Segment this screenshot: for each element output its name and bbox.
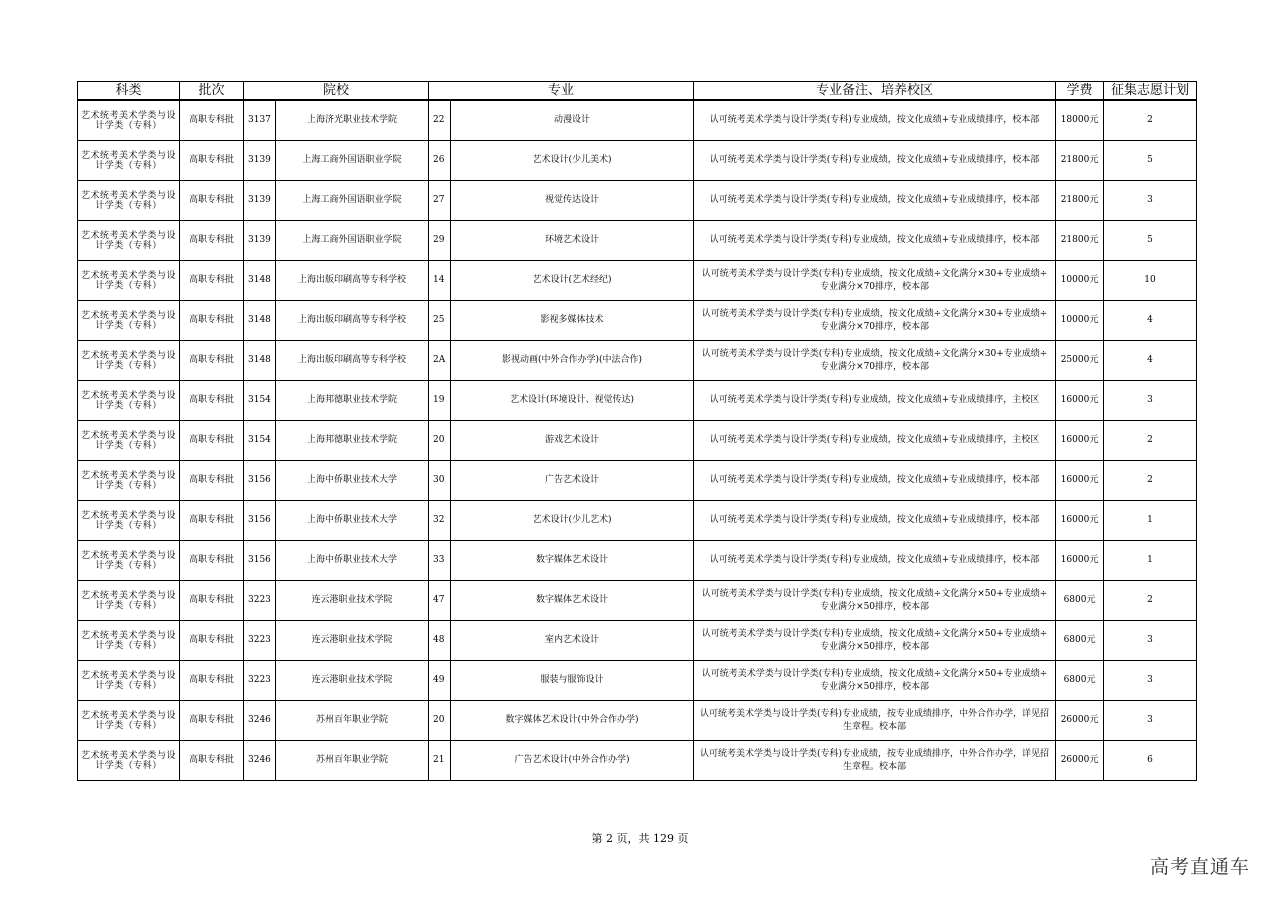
cell-notes: 认可统考美术学类与设计学类(专科)专业成绩，按文化成绩+专业成绩排序，校本部 xyxy=(694,541,1056,581)
cell-major-code: 47 xyxy=(429,581,451,621)
table-row xyxy=(78,301,1197,341)
page-number: 第 2 页，共 129 页 xyxy=(591,832,689,845)
cell-category: 艺术统考美术学类与设计学类（专科） xyxy=(78,301,180,341)
cell-plan: 2 xyxy=(1104,461,1197,501)
cell-tuition: 18000元 xyxy=(1056,100,1104,141)
cell-plan: 3 xyxy=(1104,381,1197,421)
cell-tuition: 16000元 xyxy=(1056,421,1104,461)
cell-major: 影视动画(中外合作办学)(中法合作) xyxy=(451,341,694,381)
cell-major: 服装与服饰设计 xyxy=(451,661,694,701)
cell-school: 上海中侨职业技术大学 xyxy=(276,541,429,581)
cell-tuition: 6800元 xyxy=(1056,661,1104,701)
cell-major-code: 49 xyxy=(429,661,451,701)
table-row xyxy=(78,461,1197,501)
cell-tuition: 16000元 xyxy=(1056,541,1104,581)
cell-major: 视觉传达设计 xyxy=(451,181,694,221)
cell-major-code: 25 xyxy=(429,301,451,341)
cell-school: 上海邦德职业技术学院 xyxy=(276,381,429,421)
table-row xyxy=(78,381,1197,421)
cell-school: 上海工商外国语职业学院 xyxy=(276,221,429,261)
cell-tuition: 25000元 xyxy=(1056,341,1104,381)
cell-major: 数字媒体艺术设计 xyxy=(451,541,694,581)
cell-school: 上海出版印刷高等专科学校 xyxy=(276,261,429,301)
cell-plan: 3 xyxy=(1104,661,1197,701)
cell-batch: 高职专科批 xyxy=(180,261,244,301)
cell-tuition: 21800元 xyxy=(1056,141,1104,181)
cell-tuition: 10000元 xyxy=(1056,301,1104,341)
table-row xyxy=(78,701,1197,741)
cell-batch: 高职专科批 xyxy=(180,621,244,661)
table-row xyxy=(78,421,1197,461)
cell-school-code: 3156 xyxy=(244,501,276,541)
cell-major: 游戏艺术设计 xyxy=(451,421,694,461)
table-row xyxy=(78,181,1197,221)
cell-plan: 6 xyxy=(1104,741,1197,781)
cell-category: 艺术统考美术学类与设计学类（专科） xyxy=(78,621,180,661)
cell-major-code: 32 xyxy=(429,501,451,541)
cell-school: 上海中侨职业技术大学 xyxy=(276,461,429,501)
cell-major: 艺术设计(少儿美术) xyxy=(451,141,694,181)
cell-plan: 2 xyxy=(1104,421,1197,461)
cell-major: 数字媒体艺术设计(中外合作办学) xyxy=(451,701,694,741)
cell-notes: 认可统考美术学类与设计学类(专科)专业成绩，按文化成绩+专业成绩排序，校本部 xyxy=(694,100,1056,141)
cell-school: 上海工商外国语职业学院 xyxy=(276,141,429,181)
cell-plan: 2 xyxy=(1104,100,1197,141)
header-notes: 专业备注、培养校区 xyxy=(694,82,1056,101)
cell-major-code: 22 xyxy=(429,100,451,141)
table-row xyxy=(78,741,1197,781)
table-row xyxy=(78,501,1197,541)
cell-category: 艺术统考美术学类与设计学类（专科） xyxy=(78,541,180,581)
cell-major: 数字媒体艺术设计 xyxy=(451,581,694,621)
header-school: 院校 xyxy=(244,82,429,101)
cell-school-code: 3156 xyxy=(244,461,276,501)
header-plan: 征集志愿计划 xyxy=(1104,82,1197,101)
cell-school-code: 3148 xyxy=(244,341,276,381)
cell-category: 艺术统考美术学类与设计学类（专科） xyxy=(78,221,180,261)
cell-tuition: 16000元 xyxy=(1056,381,1104,421)
cell-school: 上海中侨职业技术大学 xyxy=(276,501,429,541)
cell-category: 艺术统考美术学类与设计学类（专科） xyxy=(78,141,180,181)
cell-category: 艺术统考美术学类与设计学类（专科） xyxy=(78,381,180,421)
cell-notes: 认可统考美术学类与设计学类(专科)专业成绩，按文化成绩÷文化满分×50+专业成绩÷专业满分×50排序，校本部 xyxy=(694,621,1056,661)
cell-notes: 认可统考美术学类与设计学类(专科)专业成绩，按文化成绩+专业成绩排序，校本部 xyxy=(694,221,1056,261)
table-row xyxy=(78,100,1197,141)
cell-notes: 认可统考美术学类与设计学类(专科)专业成绩，按文化成绩+专业成绩排序，校本部 xyxy=(694,501,1056,541)
cell-school: 连云港职业技术学院 xyxy=(276,661,429,701)
cell-category: 艺术统考美术学类与设计学类（专科） xyxy=(78,701,180,741)
cell-tuition: 26000元 xyxy=(1056,741,1104,781)
cell-plan: 3 xyxy=(1104,181,1197,221)
cell-batch: 高职专科批 xyxy=(180,501,244,541)
cell-category: 艺术统考美术学类与设计学类（专科） xyxy=(78,741,180,781)
cell-tuition: 16000元 xyxy=(1056,501,1104,541)
table-header-row xyxy=(78,82,1197,101)
cell-plan: 4 xyxy=(1104,341,1197,381)
cell-major-code: 21 xyxy=(429,741,451,781)
cell-batch: 高职专科批 xyxy=(180,221,244,261)
cell-plan: 3 xyxy=(1104,701,1197,741)
cell-plan: 2 xyxy=(1104,581,1197,621)
header-category: 科类 xyxy=(78,82,180,101)
header-batch: 批次 xyxy=(180,82,244,101)
cell-batch: 高职专科批 xyxy=(180,421,244,461)
cell-school-code: 3148 xyxy=(244,301,276,341)
cell-category: 艺术统考美术学类与设计学类（专科） xyxy=(78,661,180,701)
cell-school-code: 3139 xyxy=(244,141,276,181)
cell-notes: 认可统考美术学类与设计学类(专科)专业成绩，按文化成绩+专业成绩排序，校本部 xyxy=(694,141,1056,181)
table-row xyxy=(78,341,1197,381)
cell-school-code: 3223 xyxy=(244,661,276,701)
table-row xyxy=(78,541,1197,581)
cell-plan: 10 xyxy=(1104,261,1197,301)
cell-batch: 高职专科批 xyxy=(180,581,244,621)
cell-school-code: 3154 xyxy=(244,421,276,461)
header-tuition: 学费 xyxy=(1056,82,1104,101)
cell-major-code: 19 xyxy=(429,381,451,421)
cell-major: 室内艺术设计 xyxy=(451,621,694,661)
cell-major: 艺术设计(少儿艺术) xyxy=(451,501,694,541)
cell-major-code: 27 xyxy=(429,181,451,221)
cell-tuition: 21800元 xyxy=(1056,181,1104,221)
cell-major-code: 26 xyxy=(429,141,451,181)
cell-school: 连云港职业技术学院 xyxy=(276,581,429,621)
cell-major: 环境艺术设计 xyxy=(451,221,694,261)
cell-notes: 认可统考美术学类与设计学类(专科)专业成绩，按文化成绩+专业成绩排序，主校区 xyxy=(694,381,1056,421)
cell-batch: 高职专科批 xyxy=(180,661,244,701)
cell-major: 动漫设计 xyxy=(451,100,694,141)
table-row xyxy=(78,221,1197,261)
cell-tuition: 26000元 xyxy=(1056,701,1104,741)
cell-major-code: 33 xyxy=(429,541,451,581)
cell-tuition: 6800元 xyxy=(1056,581,1104,621)
cell-school: 上海出版印刷高等专科学校 xyxy=(276,301,429,341)
cell-major-code: 20 xyxy=(429,421,451,461)
cell-batch: 高职专科批 xyxy=(180,301,244,341)
cell-notes: 认可统考美术学类与设计学类(专科)专业成绩，按文化成绩÷文化满分×30+专业成绩÷专业满分×70排序，校本部 xyxy=(694,301,1056,341)
cell-category: 艺术统考美术学类与设计学类（专科） xyxy=(78,501,180,541)
cell-major-code: 2A xyxy=(429,341,451,381)
cell-batch: 高职专科批 xyxy=(180,541,244,581)
cell-notes: 认可统考美术学类与设计学类(专科)专业成绩，按文化成绩÷文化满分×50+专业成绩÷专业满分×50排序，校本部 xyxy=(694,661,1056,701)
cell-category: 艺术统考美术学类与设计学类（专科） xyxy=(78,261,180,301)
cell-major-code: 29 xyxy=(429,221,451,261)
cell-school-code: 3223 xyxy=(244,581,276,621)
cell-major: 影视多媒体技术 xyxy=(451,301,694,341)
cell-category: 艺术统考美术学类与设计学类（专科） xyxy=(78,100,180,141)
table-row xyxy=(78,621,1197,661)
table-row xyxy=(78,581,1197,621)
cell-school-code: 3139 xyxy=(244,221,276,261)
table-row xyxy=(78,141,1197,181)
table-row xyxy=(78,261,1197,301)
cell-plan: 5 xyxy=(1104,221,1197,261)
cell-school: 上海邦德职业技术学院 xyxy=(276,421,429,461)
cell-plan: 1 xyxy=(1104,501,1197,541)
cell-tuition: 21800元 xyxy=(1056,221,1104,261)
cell-school-code: 3156 xyxy=(244,541,276,581)
cell-school: 连云港职业技术学院 xyxy=(276,621,429,661)
cell-school-code: 3148 xyxy=(244,261,276,301)
cell-school: 上海济光职业技术学院 xyxy=(276,100,429,141)
cell-notes: 认可统考美术学类与设计学类(专科)专业成绩，按文化成绩+专业成绩排序，校本部 xyxy=(694,181,1056,221)
cell-major: 艺术设计(艺术经纪) xyxy=(451,261,694,301)
cell-plan: 4 xyxy=(1104,301,1197,341)
cell-major-code: 30 xyxy=(429,461,451,501)
cell-tuition: 16000元 xyxy=(1056,461,1104,501)
cell-category: 艺术统考美术学类与设计学类（专科） xyxy=(78,341,180,381)
cell-tuition: 10000元 xyxy=(1056,261,1104,301)
cell-batch: 高职专科批 xyxy=(180,741,244,781)
cell-tuition: 6800元 xyxy=(1056,621,1104,661)
cell-school-code: 3139 xyxy=(244,181,276,221)
cell-batch: 高职专科批 xyxy=(180,100,244,141)
cell-notes: 认可统考美术学类与设计学类(专科)专业成绩，按文化成绩÷文化满分×30+专业成绩÷专业满分×70排序，校本部 xyxy=(694,341,1056,381)
cell-school-code: 3246 xyxy=(244,701,276,741)
cell-major-code: 14 xyxy=(429,261,451,301)
cell-batch: 高职专科批 xyxy=(180,381,244,421)
header-major: 专业 xyxy=(429,82,694,101)
cell-school-code: 3154 xyxy=(244,381,276,421)
cell-category: 艺术统考美术学类与设计学类（专科） xyxy=(78,421,180,461)
cell-major-code: 20 xyxy=(429,701,451,741)
cell-category: 艺术统考美术学类与设计学类（专科） xyxy=(78,581,180,621)
cell-school: 苏州百年职业学院 xyxy=(276,701,429,741)
cell-batch: 高职专科批 xyxy=(180,461,244,501)
cell-school: 上海出版印刷高等专科学校 xyxy=(276,341,429,381)
cell-school-code: 3137 xyxy=(244,100,276,141)
cell-batch: 高职专科批 xyxy=(180,341,244,381)
cell-school: 苏州百年职业学院 xyxy=(276,741,429,781)
cell-batch: 高职专科批 xyxy=(180,141,244,181)
cell-category: 艺术统考美术学类与设计学类（专科） xyxy=(78,181,180,221)
cell-batch: 高职专科批 xyxy=(180,701,244,741)
cell-notes: 认可统考美术学类与设计学类(专科)专业成绩，按文化成绩+专业成绩排序，主校区 xyxy=(694,421,1056,461)
cell-batch: 高职专科批 xyxy=(180,181,244,221)
cell-plan: 5 xyxy=(1104,141,1197,181)
cell-major: 广告艺术设计 xyxy=(451,461,694,501)
table-body xyxy=(78,100,1197,781)
cell-plan: 3 xyxy=(1104,621,1197,661)
cell-major: 艺术设计(环境设计、视觉传达) xyxy=(451,381,694,421)
cell-notes: 认可统考美术学类与设计学类(专科)专业成绩，按文化成绩÷文化满分×50+专业成绩÷专业满分×50排序，校本部 xyxy=(694,581,1056,621)
cell-major: 广告艺术设计(中外合作办学) xyxy=(451,741,694,781)
table-row xyxy=(78,661,1197,701)
cell-notes: 认可统考美术学类与设计学类(专科)专业成绩，按文化成绩÷文化满分×30+专业成绩÷专业满分×70排序，校本部 xyxy=(694,261,1056,301)
cell-major-code: 48 xyxy=(429,621,451,661)
admission-plan-table xyxy=(77,81,1197,781)
cell-school: 上海工商外国语职业学院 xyxy=(276,181,429,221)
cell-category: 艺术统考美术学类与设计学类（专科） xyxy=(78,461,180,501)
cell-school-code: 3246 xyxy=(244,741,276,781)
cell-notes: 认可统考美术学类与设计学类(专科)专业成绩，按专业成绩排序，中外合作办学，详见招生章程。校本部 xyxy=(694,741,1056,781)
cell-notes: 认可统考美术学类与设计学类(专科)专业成绩，按专业成绩排序，中外合作办学，详见招生章程。校本部 xyxy=(694,701,1056,741)
cell-notes: 认可统考美术学类与设计学类(专科)专业成绩，按文化成绩+专业成绩排序，校本部 xyxy=(694,461,1056,501)
cell-plan: 1 xyxy=(1104,541,1197,581)
cell-school-code: 3223 xyxy=(244,621,276,661)
watermark-text: 高考直通车 xyxy=(1149,856,1250,878)
